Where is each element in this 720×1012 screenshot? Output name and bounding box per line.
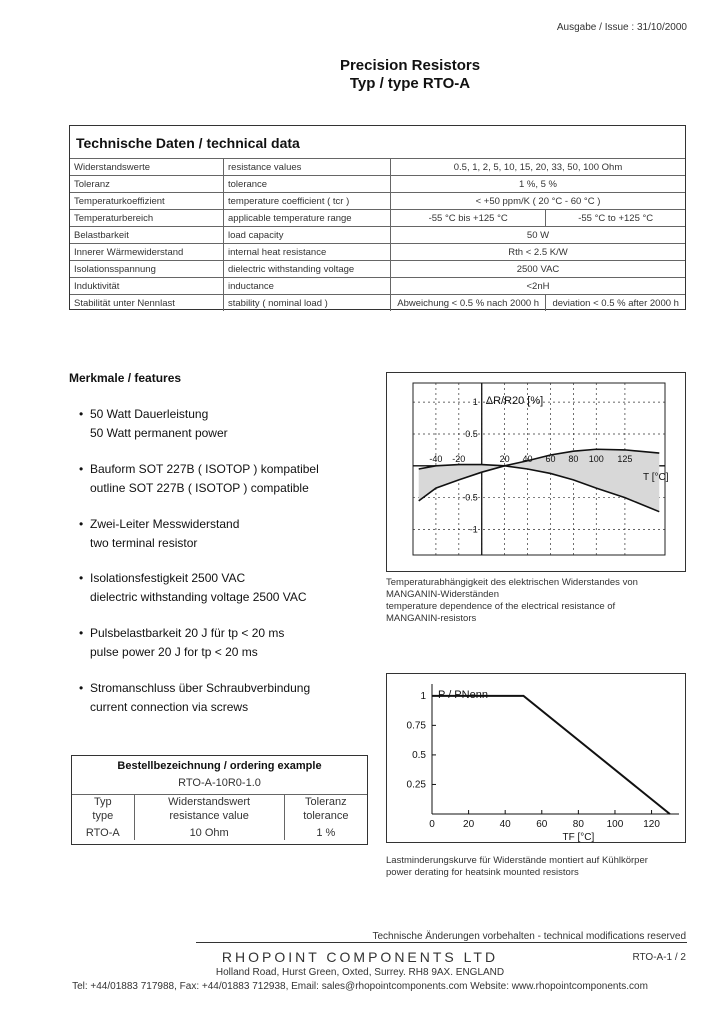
- tech-cell-v1: -55 °C bis +125 °C: [391, 210, 546, 227]
- derating-chart: [386, 673, 686, 843]
- feature-en: 50 Watt permanent power: [90, 426, 228, 440]
- ordering-code: RTO-A-10R0-1.0: [178, 777, 261, 789]
- bullet-icon: •: [79, 517, 84, 531]
- tech-cell-de: Toleranz: [70, 176, 224, 193]
- tech-cell-en: inductance: [224, 278, 391, 295]
- ordering-col-tol-h2: tolerance: [284, 809, 367, 823]
- tech-row: [70, 210, 685, 227]
- tech-cell-de: Induktivität: [70, 278, 224, 295]
- y-tick-label: 1: [420, 690, 426, 702]
- feature-en: dielectric withstanding voltage 2500 VAC: [90, 590, 307, 604]
- bullet-icon: •: [79, 462, 84, 476]
- feature-de: Bauform SOT 227B ( ISOTOP ) kompatibel: [90, 462, 319, 476]
- ordering-resistance-value: 10 Ohm: [134, 823, 284, 840]
- company-address: Holland Road, Hurst Green, Oxted, Surrey. RH8 9AX. ENGLAND: [215, 967, 505, 978]
- x-tick-label: 40: [499, 819, 511, 830]
- tech-cell-en: temperature coefficient ( tcr ): [224, 193, 391, 210]
- tech-cell-en: load capacity: [224, 227, 391, 244]
- x-tick-label: 40: [522, 453, 533, 464]
- chart1-caption-de2: MANGANIN-Widerständen: [386, 589, 499, 600]
- technical-data-box: [69, 125, 686, 310]
- x-tick-label: 80: [568, 453, 579, 464]
- tech-cell-de: Stabilität unter Nennlast: [70, 295, 224, 312]
- feature-en: pulse power 20 J for tp < 20 ms: [90, 645, 258, 659]
- tech-row: [70, 278, 685, 295]
- y-tick-label: 0.25: [406, 779, 426, 791]
- feature-item: [79, 679, 310, 717]
- x-tick-label: 100: [588, 453, 604, 464]
- y-tick-label: 0.75: [406, 720, 426, 732]
- x-tick-label: -40: [429, 453, 443, 464]
- technical-data-title: Technische Daten / technical data: [76, 135, 300, 151]
- tech-cell-v1: <2nH: [391, 278, 686, 295]
- y-tick-label: -1: [469, 524, 478, 535]
- features-title: Merkmale / features: [69, 371, 182, 385]
- page-title: Precision Resistors: [339, 57, 481, 74]
- derating-chart-svg: [387, 674, 685, 842]
- tech-cell-de: Temperaturbereich: [70, 210, 224, 227]
- technical-data-table: [70, 158, 685, 311]
- ordering-col-tol-h1: Toleranz: [284, 795, 367, 809]
- y-tick-label: 0.5: [412, 749, 426, 761]
- tech-cell-v1: 50 W: [391, 227, 686, 244]
- tech-cell-v1: Rth < 2.5 K/W: [391, 244, 686, 261]
- x-tick-label: 80: [572, 819, 584, 830]
- ordering-type-value: RTO-A: [85, 827, 120, 839]
- x-tick-label: 0: [429, 819, 435, 830]
- chart1-caption-en: temperature dependence of the electrical resistance of: [386, 601, 616, 612]
- chart2-caption-de: Lastminderungskurve für Widerstände montiert auf Kühlkörper: [386, 855, 648, 866]
- footer-divider: [196, 942, 687, 943]
- company-name: RHOPOINT COMPONENTS LTD: [221, 949, 499, 965]
- issue-date: Ausgabe / Issue : 31/10/2000: [556, 22, 687, 33]
- chart-title: P / PNenn: [438, 689, 488, 701]
- x-tick-label: 60: [545, 453, 556, 464]
- y-tick-label: 1: [472, 397, 478, 408]
- ordering-col-type-h1: Typ: [93, 796, 112, 808]
- tech-cell-en: internal heat resistance: [224, 244, 391, 261]
- page-subtitle: Typ / type RTO-A: [349, 75, 471, 92]
- tech-row: [70, 295, 685, 312]
- chart1-caption-de: Temperaturabhängigkeit des elektrischen Widerstandes von: [386, 577, 638, 588]
- tech-cell-v2: -55 °C to +125 °C: [546, 210, 685, 227]
- tech-row: [70, 227, 685, 244]
- tech-row: [70, 193, 685, 210]
- ordering-tolerance-value: 1 %: [284, 823, 367, 840]
- temperature-chart-svg: [387, 373, 685, 571]
- tech-cell-v1: 1 %, 5 %: [391, 176, 686, 193]
- feature-item: [79, 624, 284, 662]
- tech-cell-v1: Abweichung < 0.5 % nach 2000 h: [391, 295, 546, 312]
- feature-de: Pulsbelastbarkeit 20 J für tp < 20 ms: [90, 626, 285, 640]
- y-tick-label: -0.5: [462, 492, 478, 503]
- ordering-col-value-h1: Widerstandswert: [134, 795, 284, 809]
- tech-cell-de: Isolationsspannung: [70, 261, 224, 278]
- x-tick-label: 100: [606, 819, 624, 830]
- ordering-col-value-h2: resistance value: [134, 809, 284, 823]
- tech-cell-v1: 0.5, 1, 2, 5, 10, 15, 20, 33, 50, 100 Ohm: [391, 159, 686, 176]
- y-tick-label: 0.5: [465, 428, 478, 439]
- x-tick-label: 125: [617, 453, 633, 464]
- series-line-derating: [432, 696, 670, 814]
- x-tick-label: 20: [463, 819, 475, 830]
- x-axis-label: T [°C]: [643, 471, 669, 483]
- tech-cell-de: Widerstandswerte: [70, 159, 224, 176]
- page-number: RTO-A-1 / 2: [632, 952, 686, 963]
- x-tick-label: 20: [499, 453, 510, 464]
- feature-item: [79, 515, 239, 553]
- bullet-icon: •: [79, 626, 84, 640]
- bullet-icon: •: [79, 571, 84, 585]
- chart-title: ΔR/R20 [%]: [485, 395, 544, 407]
- tech-row: [70, 176, 685, 193]
- chart1-caption-en2: MANGANIN-resistors: [386, 613, 477, 624]
- tech-cell-v2: deviation < 0.5 % after 2000 h: [546, 295, 685, 312]
- feature-item: [79, 569, 307, 607]
- x-tick-label: 120: [643, 819, 660, 830]
- ordering-title: Bestellbezeichnung / ordering example: [117, 760, 322, 772]
- feature-en: current connection via screws: [90, 700, 249, 714]
- bullet-icon: •: [79, 681, 84, 695]
- feature-de: Isolationsfestigkeit 2500 VAC: [90, 571, 246, 585]
- ordering-example-box: [71, 755, 368, 845]
- tech-row: [70, 261, 685, 278]
- tech-cell-en: applicable temperature range: [224, 210, 391, 227]
- ordering-table: [72, 795, 367, 840]
- feature-item: [79, 405, 228, 443]
- tech-row: [70, 159, 685, 176]
- tech-cell-en: tolerance: [224, 176, 391, 193]
- tech-cell-v1: < +50 ppm/K ( 20 °C - 60 °C ): [391, 193, 686, 210]
- company-contact: Tel: +44/01883 717988, Fax: +44/01883 712938, Email: sales@rhopointcomponents.com Website: www.rhopointcomponents.com: [72, 981, 648, 992]
- tech-cell-v1: 2500 VAC: [391, 261, 686, 278]
- temperature-chart: [386, 372, 686, 572]
- feature-en: outline SOT 227B ( ISOTOP ) compatible: [90, 481, 309, 495]
- tech-cell-de: Innerer Wärmewiderstand: [70, 244, 224, 261]
- feature-de: Zwei-Leiter Messwiderstand: [90, 517, 240, 531]
- tech-cell-en: stability ( nominal load ): [224, 295, 391, 312]
- x-axis-label: TF [°C]: [562, 832, 595, 842]
- feature-de: 50 Watt Dauerleistung: [90, 407, 209, 421]
- tech-row: [70, 244, 685, 261]
- ordering-col-type-h2: type: [92, 810, 114, 822]
- footer-note: Technische Änderungen vorbehalten - technical modifications reserved: [372, 931, 686, 942]
- x-tick-label: -20: [452, 453, 466, 464]
- feature-item: [79, 460, 319, 498]
- tech-cell-de: Temperaturkoeffizient: [70, 193, 224, 210]
- x-tick-label: 60: [536, 819, 548, 830]
- tech-cell-en: resistance values: [224, 159, 391, 176]
- tech-cell-de: Belastbarkeit: [70, 227, 224, 244]
- feature-de: Stromanschluss über Schraubverbindung: [90, 681, 311, 695]
- chart2-caption-en: power derating for heatsink mounted resistors: [386, 867, 579, 878]
- bullet-icon: •: [79, 407, 84, 421]
- feature-en: two terminal resistor: [90, 536, 198, 550]
- tech-cell-en: dielectric withstanding voltage: [224, 261, 391, 278]
